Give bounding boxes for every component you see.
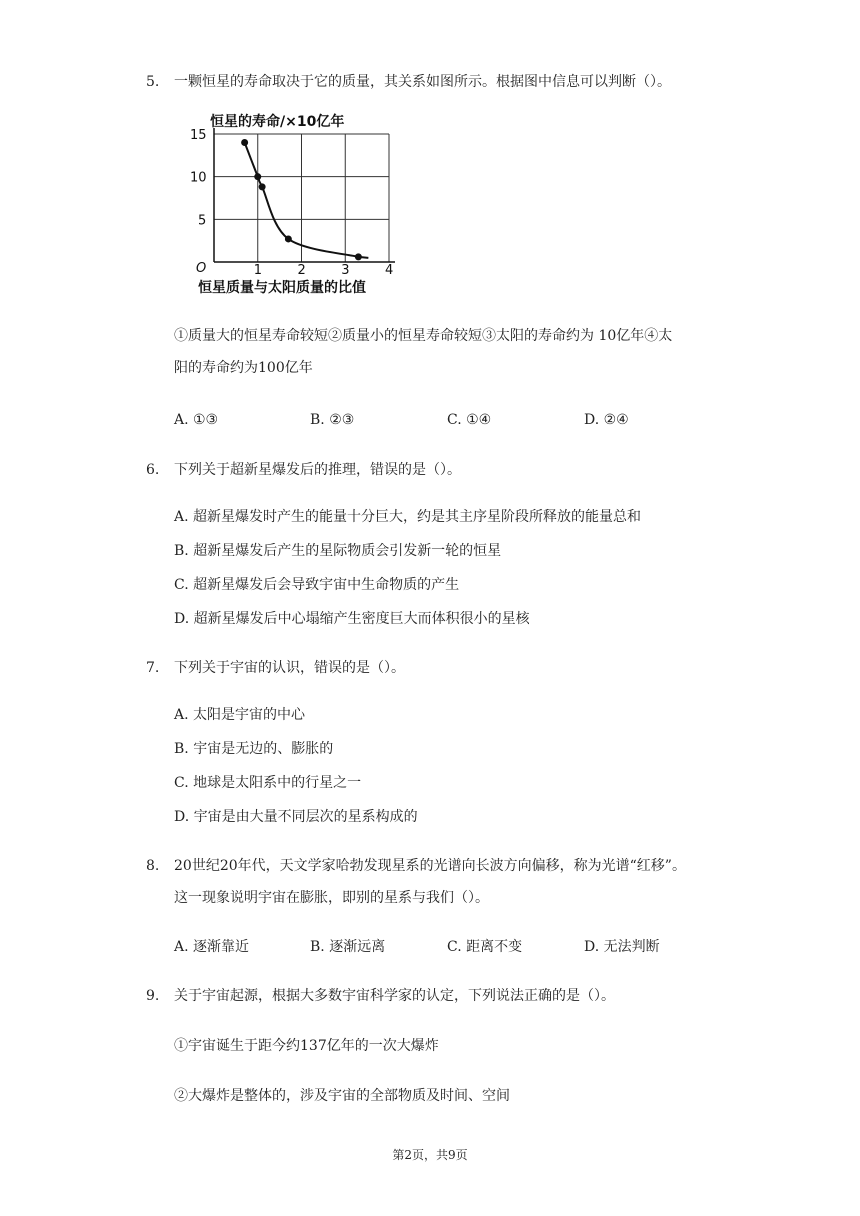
- x-tick-label: 1: [253, 263, 263, 278]
- question-9-stem: 关于宇宙起源，根据大多数宇宙科学家的认定，下列说法正确的是（）。: [174, 988, 615, 1004]
- question-7-stem: 下列关于宇宙的认识，错误的是（）。: [174, 660, 405, 676]
- data-point: [285, 235, 292, 242]
- question-7-option-c[interactable]: C. 地球是太阳系中的行星之一: [174, 775, 362, 791]
- question-8-option-b[interactable]: B. 逐渐远离: [310, 939, 386, 955]
- question-6-stem: 下列关于超新星爆发后的推理，错误的是（）。: [174, 462, 461, 478]
- question-6-option-d[interactable]: D. 超新星爆发后中心塌缩产生密度巨大而体积很小的星核: [174, 611, 530, 627]
- series-line: [245, 143, 369, 258]
- question-7-option-d[interactable]: D. 宇宙是由大量不同层次的星系构成的: [174, 809, 418, 825]
- question-9-statement-2: ②大爆炸是整体的，涉及宇宙的全部物质及时间、空间: [174, 1088, 510, 1104]
- x-axis-label: 恒星质量与太阳质量的比值: [198, 280, 366, 296]
- question-8-stem-line1: 20世纪20年代，天文学家哈勃发现星系的光谱向长波方向偏移，称为光谱“红移”。: [174, 858, 686, 874]
- question-6-number: 6.: [146, 462, 160, 478]
- y-tick-label: 5: [198, 213, 207, 229]
- data-point: [355, 253, 362, 260]
- question-9-statement-1: ①宇宙诞生于距今约137亿年的一次大爆炸: [174, 1038, 439, 1054]
- data-point: [259, 183, 266, 190]
- question-5-option-b[interactable]: B. ②③: [310, 412, 355, 428]
- question-5-option-d[interactable]: D. ②④: [584, 412, 629, 428]
- question-5-stem: 一颗恒星的寿命取决于它的质量，其关系如图所示。根据图中信息可以判断（）。: [174, 74, 671, 90]
- question-9-number: 9.: [146, 988, 160, 1004]
- chart-grid: [214, 134, 389, 262]
- question-5-statements-line1: ①质量大的恒星寿命较短②质量小的恒星寿命较短③太阳的寿命约为 10亿年④太: [174, 328, 673, 344]
- star-lifetime-chart: [188, 112, 403, 297]
- question-7-number: 7.: [146, 660, 160, 676]
- data-point: [241, 139, 248, 146]
- question-5-option-c[interactable]: C. ①④: [447, 412, 492, 428]
- page-footer: 第2页，共9页: [392, 1148, 468, 1162]
- question-7-option-b[interactable]: B. 宇宙是无边的、膨胀的: [174, 741, 334, 757]
- question-6-option-b[interactable]: B. 超新星爆发后产生的星际物质会引发新一轮的恒星: [174, 543, 502, 559]
- question-6-option-a[interactable]: A. 超新星爆发时产生的能量十分巨大，约是其主序星阶段所释放的能量总和: [174, 509, 642, 525]
- question-8-stem-line2: 这一现象说明宇宙在膨胀，即别的星系与我们（）。: [174, 890, 489, 906]
- y-tick-label: 10: [190, 170, 207, 186]
- question-6-option-c[interactable]: C. 超新星爆发后会导致宇宙中生命物质的产生: [174, 577, 460, 593]
- question-8-option-d[interactable]: D. 无法判断: [584, 939, 660, 955]
- y-axis-label: 恒星的寿命/×10亿年: [210, 114, 345, 130]
- data-point: [254, 173, 261, 180]
- question-8-option-c[interactable]: C. 距离不变: [447, 939, 523, 955]
- x-tick-label: 4: [385, 263, 394, 278]
- chart-ticks: [190, 128, 393, 278]
- question-8-option-a[interactable]: A. 逐渐靠近: [174, 939, 250, 955]
- origin-label: O: [196, 261, 207, 276]
- question-5-statements-line2: 阳的寿命约为100亿年: [174, 360, 313, 376]
- question-7-option-a[interactable]: A. 太阳是宇宙的中心: [174, 707, 306, 723]
- x-tick-label: 3: [341, 263, 350, 278]
- y-tick-label: 15: [190, 128, 207, 143]
- question-5-number: 5.: [146, 74, 160, 90]
- x-tick-label: 2: [297, 263, 306, 278]
- question-8-number: 8.: [146, 858, 160, 874]
- chart-axes: [214, 128, 395, 262]
- question-5-option-a[interactable]: A. ①③: [174, 412, 219, 428]
